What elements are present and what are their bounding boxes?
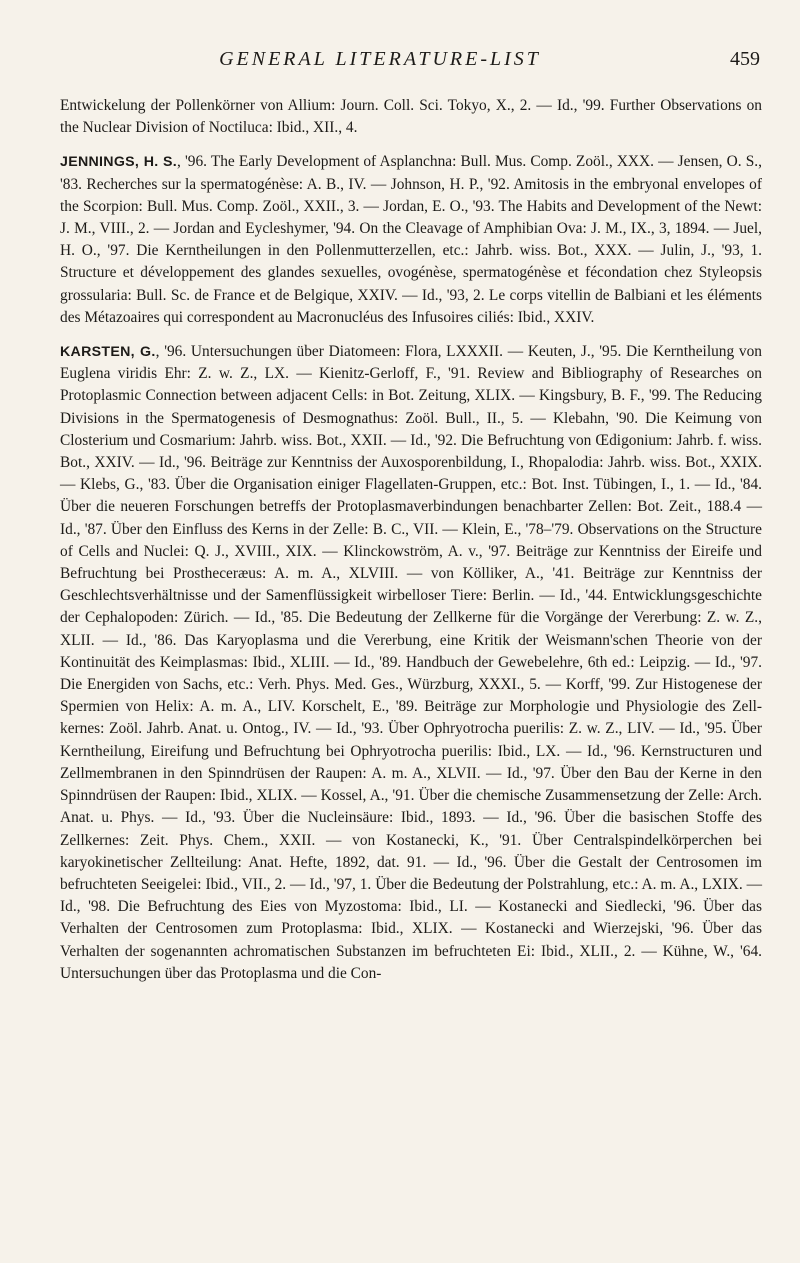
bibliography-entry (60, 341, 762, 985)
bibliography-entry (60, 95, 762, 139)
entry-lead: JENNINGS, H. S. (60, 154, 177, 171)
page-number: 459 (730, 48, 760, 70)
running-title: GENERAL LITERATURE-LIST (219, 48, 541, 70)
entry-text: Entwickelung der Pollenkörner von Allium: Journ. Coll. Sci. Tokyo, X., 2. — Id., '99. Further Observations on the Nuclear Division of Noctiluca: Ibid., XII., 4. (60, 97, 762, 137)
bibliography-text (60, 95, 762, 985)
entry-lead: KARSTEN, G. (60, 344, 156, 361)
page-header (60, 48, 760, 78)
entry-text: , '96. Untersuchungen über Diatomeen: Flora, LXXXII. — Keuten, J., '95. Die Kerntheilung von Euglena viridis Ehr: Z. w. Z., LX. — Kienitz-Gerloff, F., '91. Review and Bibliography of Researches on Protoplasmic Connection between adjacent Cells: in Bot. Zeitung, XLIX. — Kingsbury, B. F., '99. The Reducing Divisions in the Spermatogenesis of Desmognathus: Zoöl. Bull., II., 5. — Klebahn, '90. Die Keimung von Closterium und Cosmarium: Jahrb. wiss. Bot., XXII. — Id., '92. Die Befruchtung von Œdigonium: Jahrb. f. wiss. Bot., XXIV. — Id., '96. Beiträge zur Kenntniss der Auxosporenbildung, I., Rhopalodia: Jahrb. wiss. Bot., XXIX. — Klebs, G., '83. Über die Organisation einiger Flagellaten-Gruppen, etc.: Bot. Inst. Tübingen, I., 1. — Id., '84. Über die neueren Forschungen betreffs der Protoplasmaverbindungen benachbarter Zellen: Bot. Zeit., 188.4 — Id., '87. Über den Einfluss des Kerns in der Zelle: B. C., VII. — Klein, E., '78–'79. Observations on the Structure of Cells and Nuclei: Q. J., XVIII., XIX. — Klinckowström, A. v., '97. Beiträge zur Kenntniss der Eireife und Befruchtung bei Prosthecerӕus: A. m. A., XLVIII. — von Kölliker, A., '41. Beiträge zur Kenntniss der Geschlechtsverhältnisse und der Samenflüssigkeit wirbelloser Tiere: Berlin. — Id., '44. Entwicklungsgeschichte der Cephalopoden: Zürich. — Id., '85. Die Bedeutung der Zellkerne für die Vorgänge der Vererbung: Z. w. Z., XLII. — Id., '86. Das Karyoplasma und die Vererbung, eine Kritik der Weismann'schen Theorie von der Kontinuität des Keimplasmas: Ibid., XLIII. — Id., '89. Handbuch der Gewebelehre, 6th ed.: Leipzig. — Id., '97. Die Energiden von Sachs, etc.: Verh. Phys. Med. Ges., Würzburg, XXXI., 5. — Korff, '99. Zur Histogenese der Spermien von Helix: A. m. A., LIV. Korschelt, E., '89. Beiträge zur Morphologie und Physiologie des Zell-kernes: Zoöl. Jahrb. Anat. u. Ontog., IV. — Id., '93. Über Ophryotrocha puerilis: Z. w. Z., LIV. — Id., '95. Über Kerntheilung, Eireifung und Befruchtung bei Ophryotrocha puerilis: Ibid., LX. — Id., '96. Kernstructuren und Zellmembranen in den Spinndrüsen der Raupen: A. m. A., XLVII. — Id., '97. Über den Bau der Kerne in den Spinndrüsen der Raupen: Ibid., XLIX. — Kossel, A., '91. Über die chemische Zusammensetzung der Zelle: Arch. Anat. u. Phys. — Id., '93. Über die Nucleinsäure: Ibid., 1893. — Id., '96. Über die basischen Stoffe des Zellkernes: Zeit. Phys. Chem., XXII. — von Kostanecki, K., '91. Über Centralspindelkörperchen bei karyokinetischer Zellteilung: Anat. Hefte, 1892, dat. 91. — Id., '96. Über die Gestalt der Centrosomen im befruchteten Seeigelei: Ibid., VII., 2. — Id., '97, 1. Über die Bedeutung der Polstrahlung, etc.: A. m. A., LXIX. — Id., '98. Die Befruchtung des Eies von Myzostoma: Ibid., LI. — Kostanecki and Siedlecki, '96. Über das Verhalten der Centrosomen zum Protoplasma: Ibid., XLIX. — Kostanecki and Wierzejski, '96. Über das Verhalten der sogenannten achromatischen Substanzen im befruchteten Ei: Ibid., XLII., 2. — Kühne, W., '64. Untersuchungen über das Protoplasma und die Con- (60, 343, 762, 982)
entry-text: , '96. The Early Development of Asplanchna: Bull. Mus. Comp. Zoöl., XXX. — Jensen, O. S., '83. Recherches sur la spermatogénèse: A. B., IV. — Johnson, H. P., '92. Amitosis in the embryonal envelopes of the Scorpion: Bull. Mus. Comp. Zoöl., XXII., 3. — Jordan, E. O., '93. The Habits and Development of the Newt: J. M., VIII., 2. — Jordan and Eycleshymer, '94. On the Cleavage of Amphibian Ova: J. M., IX., 3, 1894. — Juel, H. O., '97. Die Kerntheilungen in den Pollenmutterzellen, etc.: Jahrb. wiss. Bot., XXX. — Julin, J., '93, 1. Structure et développement des glandes sexuelles, ovogénèse, spermatogénèse et fécondation chez Styleopsis grossularia: Bull. Sc. de France et de Belgique, XXIV. — Id., '93, 2. Le corps vitellin de Balbiani et les éléments des Métazoaires qui correspondent au Macronucléus des Infusoires ciliés: Ibid., XXIV. (60, 153, 762, 326)
bibliography-entry (60, 151, 762, 329)
